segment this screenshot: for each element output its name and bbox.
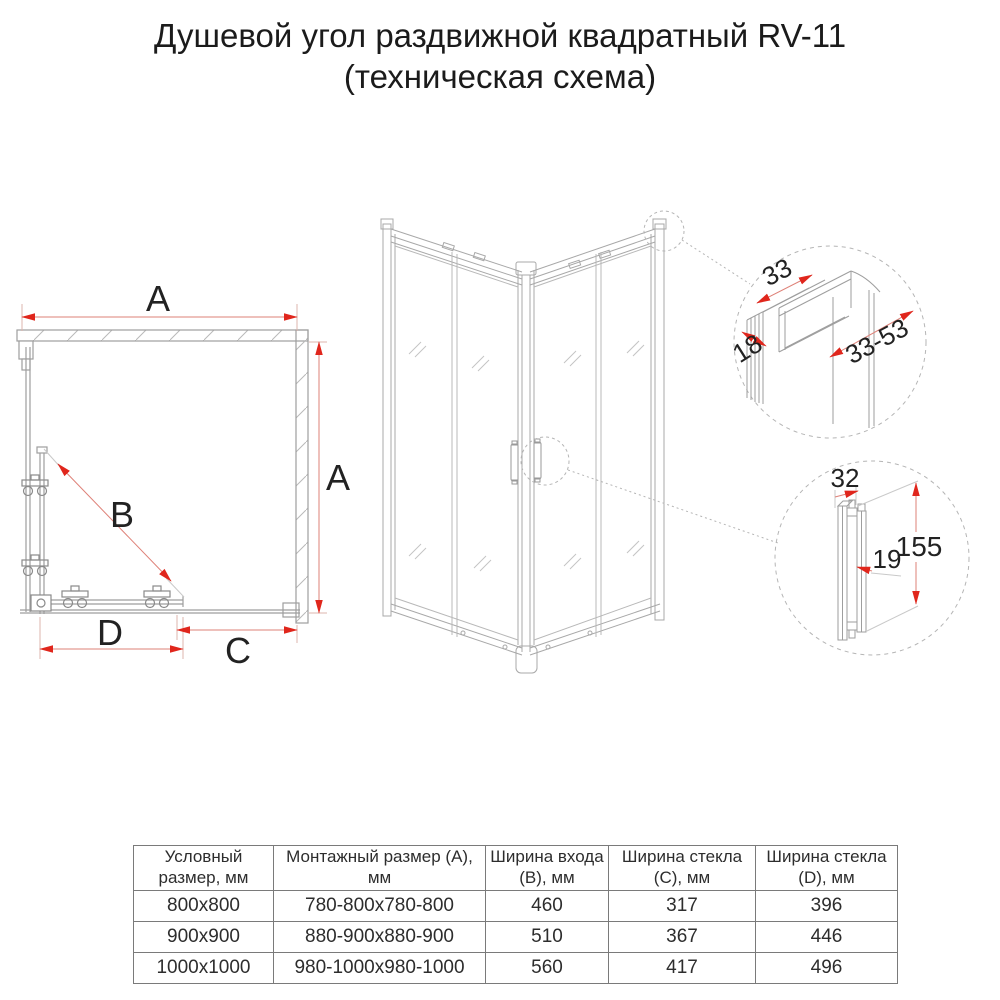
- leader-line-corner: [682, 240, 750, 284]
- dim-label-a-top: A: [145, 278, 171, 319]
- cell-entry: 510: [486, 922, 609, 953]
- cell-mounting: 980-1000x980-1000: [274, 953, 486, 984]
- header-nominal-size: Условный размер, мм: [134, 846, 274, 891]
- dim-label-d: D: [97, 612, 123, 653]
- table-row: [134, 953, 898, 984]
- bottom-rail-right: [530, 604, 660, 655]
- cell-mounting: 780-800x780-800: [274, 891, 486, 922]
- side-wall: [296, 330, 308, 623]
- corner-post: [516, 262, 536, 652]
- spec-table: [133, 845, 898, 984]
- leader-line-handle: [568, 470, 778, 543]
- cell-glass-d: 396: [756, 891, 898, 922]
- dimension-a-right: [309, 342, 327, 613]
- right-glass-wall: [534, 246, 651, 640]
- top-wall: [17, 330, 308, 341]
- header-glass-c-width: Ширина стекла (C), мм: [609, 846, 756, 891]
- handle-detail: [775, 461, 969, 655]
- glass-panel-bottom: [20, 596, 300, 617]
- cell-glass-c: 417: [609, 953, 756, 984]
- title-line1: Душевой угол раздвижной квадратный RV-11: [153, 17, 847, 54]
- profile-dim-33-53: 33-53: [840, 312, 914, 370]
- handle-dim-155: 155: [895, 531, 943, 562]
- profile-detail: [727, 246, 926, 438]
- header-glass-d-width: Ширина стекла (D), мм: [756, 846, 898, 891]
- plan-view: [17, 278, 350, 671]
- dim-label-a-right: A: [326, 457, 351, 498]
- cell-nominal: 900x900: [134, 922, 274, 953]
- header-entry-width: Ширина входа (B), мм: [486, 846, 609, 891]
- right-post: [651, 219, 666, 620]
- cell-entry: 460: [486, 891, 609, 922]
- glass-sparkles: [409, 341, 644, 571]
- table-header-row: [134, 846, 898, 891]
- handle-drawing: [838, 500, 866, 640]
- cell-mounting: 880-900x880-900: [274, 922, 486, 953]
- profile-dim-18: 18: [727, 327, 768, 369]
- cell-glass-c: 367: [609, 922, 756, 953]
- shower-3d-view: [381, 211, 778, 673]
- table-row: [134, 891, 898, 922]
- cell-nominal: 800x800: [134, 891, 274, 922]
- dim-label-b: B: [109, 494, 135, 535]
- left-glass-wall: [395, 246, 518, 640]
- header-mounting-size: Монтажный размер (A), мм: [274, 846, 486, 891]
- cell-glass-d: 496: [756, 953, 898, 984]
- profile-dim-33: 33: [757, 252, 797, 292]
- cell-nominal: 1000x1000: [134, 953, 274, 984]
- title-line2: (техническая схема): [343, 57, 657, 95]
- top-rail-right: [530, 229, 655, 285]
- cell-glass-d: 446: [756, 922, 898, 953]
- dim-label-c: C: [225, 630, 251, 671]
- cell-entry: 560: [486, 953, 609, 984]
- callout-circle-handle: [521, 437, 569, 485]
- cell-glass-c: 317: [609, 891, 756, 922]
- handle-dim-32: 32: [830, 463, 860, 493]
- corner-foot: [516, 646, 537, 673]
- table-row: [134, 922, 898, 953]
- left-post: [381, 219, 395, 616]
- handle-dim-19: 19: [872, 544, 902, 574]
- corner-hardware: [31, 595, 51, 611]
